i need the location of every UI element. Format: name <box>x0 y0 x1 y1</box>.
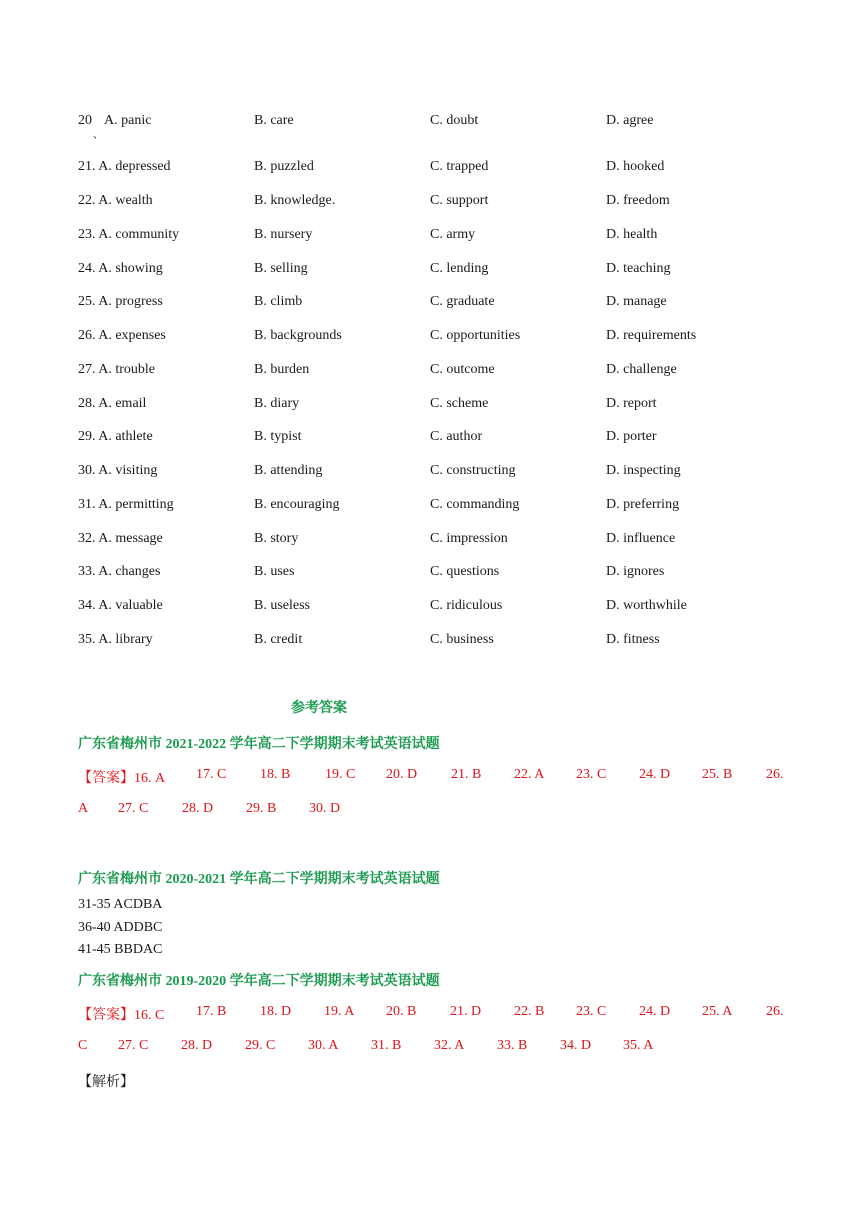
answer-line <box>78 801 790 821</box>
answer-item: 20. B <box>386 1004 417 1019</box>
question-number-and-option-a: 26. A. expenses <box>78 328 166 343</box>
question-row-33 <box>78 564 798 584</box>
option-a: A. changes <box>98 564 161 579</box>
question-row-28 <box>78 396 798 416</box>
option-a: A. showing <box>98 261 163 276</box>
answer-item: 27. C <box>118 801 149 816</box>
option-d: D. worthwhile <box>606 598 687 613</box>
answer-item: A <box>78 801 89 816</box>
answer-item: 32. A <box>434 1038 465 1053</box>
section-title-2021-2022: 广东省梅州市 2021-2022 学年高二下学期期末考试英语试题 <box>78 737 440 752</box>
answer-group-line: 36-40 ADDBC <box>78 920 163 935</box>
option-c: C. ridiculous <box>430 598 503 613</box>
option-d: D. preferring <box>606 497 680 512</box>
answer-item: 【答案】16. C <box>78 1008 165 1023</box>
option-d: D. porter <box>606 429 657 444</box>
answer-item: 26. <box>766 1004 784 1019</box>
option-c: C. opportunities <box>430 328 521 343</box>
answer-item: 17. B <box>196 1004 227 1019</box>
option-d: D. challenge <box>606 362 677 377</box>
option-b: B. climb <box>254 294 303 309</box>
option-c: C. trapped <box>430 159 489 174</box>
option-b: B. nursery <box>254 227 313 242</box>
option-d: D. influence <box>606 531 676 546</box>
answer-line <box>78 767 790 787</box>
question-number-and-option-a: 23. A. community <box>78 227 180 242</box>
reference-answers-heading: 参考答案 <box>291 701 347 716</box>
answer-item: 24. D <box>639 1004 671 1019</box>
answer-item: 【答案】16. A <box>78 771 166 786</box>
option-b: B. typist <box>254 429 302 444</box>
option-b: B. burden <box>254 362 310 377</box>
question-row-26 <box>78 328 798 348</box>
answer-item: 25. B <box>702 767 733 782</box>
option-b: B. attending <box>254 463 323 478</box>
question-row-32 <box>78 531 798 551</box>
question-number-and-option-a: 28. A. email <box>78 396 147 411</box>
option-c: C. support <box>430 193 489 208</box>
answer-item: 27. C <box>118 1038 149 1053</box>
question-row-29 <box>78 429 798 449</box>
option-a: A. community <box>98 227 180 242</box>
answer-item: 23. C <box>576 1004 607 1019</box>
option-a: A. message <box>98 531 163 546</box>
option-c: C. outcome <box>430 362 495 377</box>
option-a: A. athlete <box>98 429 153 444</box>
option-c: C. graduate <box>430 294 495 309</box>
answer-item: 29. B <box>246 801 277 816</box>
option-c: C. commanding <box>430 497 520 512</box>
question-number-and-option-a: 29. A. athlete <box>78 429 153 444</box>
question-row-27 <box>78 362 798 382</box>
option-b: B. knowledge. <box>254 193 336 208</box>
option-c: C. doubt <box>430 113 479 128</box>
answer-item: 28. D <box>182 801 214 816</box>
option-d: D. inspecting <box>606 463 681 478</box>
answer-item: 20. D <box>386 767 418 782</box>
answer-item: 17. C <box>196 767 227 782</box>
answer-item: 18. D <box>260 1004 292 1019</box>
answer-group-line: 31-35 ACDBA <box>78 897 163 912</box>
option-c: C. impression <box>430 531 508 546</box>
option-b: B. uses <box>254 564 295 579</box>
question-number-and-option-a: 32. A. message <box>78 531 163 546</box>
option-b: B. backgrounds <box>254 328 342 343</box>
option-b: B. puzzled <box>254 159 314 174</box>
option-c: C. questions <box>430 564 500 579</box>
option-a: A. permitting <box>98 497 174 512</box>
question-row-21 <box>78 159 798 179</box>
answer-line <box>78 1004 790 1024</box>
option-a: A. expenses <box>98 328 166 343</box>
answer-item: C <box>78 1038 88 1053</box>
option-d: D. freedom <box>606 193 670 208</box>
answer-item: 18. B <box>260 767 291 782</box>
question-number: 20 <box>78 113 92 128</box>
answer-item: 19. A <box>324 1004 355 1019</box>
option-a: A. trouble <box>98 362 155 377</box>
option-c: C. army <box>430 227 476 242</box>
option-b: B. diary <box>254 396 300 411</box>
question-number-and-option-a: 31. A. permitting <box>78 497 174 512</box>
answer-item: 21. B <box>451 767 482 782</box>
option-a: A. panic <box>104 113 152 128</box>
question-row-35 <box>78 632 798 652</box>
question-number-and-option-a: 25. A. progress <box>78 294 163 309</box>
question-row-31 <box>78 497 798 517</box>
question-row-23 <box>78 227 798 247</box>
option-a: A. visiting <box>98 463 158 478</box>
question-row-25 <box>78 294 798 314</box>
answer-item: 19. C <box>325 767 356 782</box>
question-number-and-option-a: 34. A. valuable <box>78 598 163 613</box>
question-number-and-option-a: 35. A. library <box>78 632 153 647</box>
option-d: D. ignores <box>606 564 665 579</box>
question-number-mark: 、 <box>93 130 103 141</box>
question-number-and-option-a: 33. A. changes <box>78 564 161 579</box>
option-a: A. email <box>98 396 147 411</box>
question-row-34 <box>78 598 798 618</box>
option-b: B. useless <box>254 598 310 613</box>
answer-item: 33. B <box>497 1038 528 1053</box>
option-b: B. care <box>254 113 294 128</box>
answer-item: 25. A <box>702 1004 733 1019</box>
answer-item: 28. D <box>181 1038 213 1053</box>
option-d: D. health <box>606 227 658 242</box>
answer-item: 30. A <box>308 1038 339 1053</box>
option-c: C. scheme <box>430 396 489 411</box>
option-a: A. depressed <box>98 159 171 174</box>
option-a: A. progress <box>98 294 163 309</box>
question-number-and-option-a: 27. A. trouble <box>78 362 155 377</box>
option-a: A. valuable <box>98 598 163 613</box>
answer-item: 22. A <box>514 767 545 782</box>
option-c: C. business <box>430 632 494 647</box>
answer-item: 22. B <box>514 1004 545 1019</box>
section-title-2020-2021: 广东省梅州市 2020-2021 学年高二下学期期末考试英语试题 <box>78 872 440 887</box>
option-d: D. fitness <box>606 632 660 647</box>
question-row-22 <box>78 193 798 213</box>
answer-item: 26. <box>766 767 784 782</box>
question-number-and-option-a: 21. A. depressed <box>78 159 171 174</box>
question-row-20 <box>78 113 798 141</box>
answer-item: 30. D <box>309 801 341 816</box>
option-b: B. story <box>254 531 299 546</box>
option-d: D. manage <box>606 294 667 309</box>
answer-item: 24. D <box>639 767 671 782</box>
answer-item: 21. D <box>450 1004 482 1019</box>
option-d: D. report <box>606 396 657 411</box>
option-c: C. author <box>430 429 483 444</box>
option-d: D. hooked <box>606 159 665 174</box>
option-d: D. agree <box>606 113 654 128</box>
option-c: C. lending <box>430 261 489 276</box>
answer-group-line: 41-45 BBDAC <box>78 942 163 957</box>
answer-item: 23. C <box>576 767 607 782</box>
option-b: B. credit <box>254 632 303 647</box>
question-row-30 <box>78 463 798 483</box>
question-number-and-option-a: 24. A. showing <box>78 261 163 276</box>
answer-item: 35. A <box>623 1038 654 1053</box>
option-d: D. teaching <box>606 261 671 276</box>
option-a: A. library <box>98 632 153 647</box>
option-c: C. constructing <box>430 463 516 478</box>
option-b: B. selling <box>254 261 308 276</box>
section-title-2019-2020: 广东省梅州市 2019-2020 学年高二下学期期末考试英语试题 <box>78 974 440 989</box>
question-row-24 <box>78 261 798 281</box>
question-number-and-option-a: 22. A. wealth <box>78 193 153 208</box>
option-a: A. wealth <box>98 193 153 208</box>
question-number-and-option-a: 30. A. visiting <box>78 463 158 478</box>
answer-item: 29. C <box>245 1038 276 1053</box>
analysis-label: 【解析】 <box>78 1075 134 1090</box>
answer-item: 34. D <box>560 1038 592 1053</box>
answer-item: 31. B <box>371 1038 402 1053</box>
option-d: D. requirements <box>606 328 697 343</box>
option-b: B. encouraging <box>254 497 340 512</box>
answer-line <box>78 1038 790 1058</box>
